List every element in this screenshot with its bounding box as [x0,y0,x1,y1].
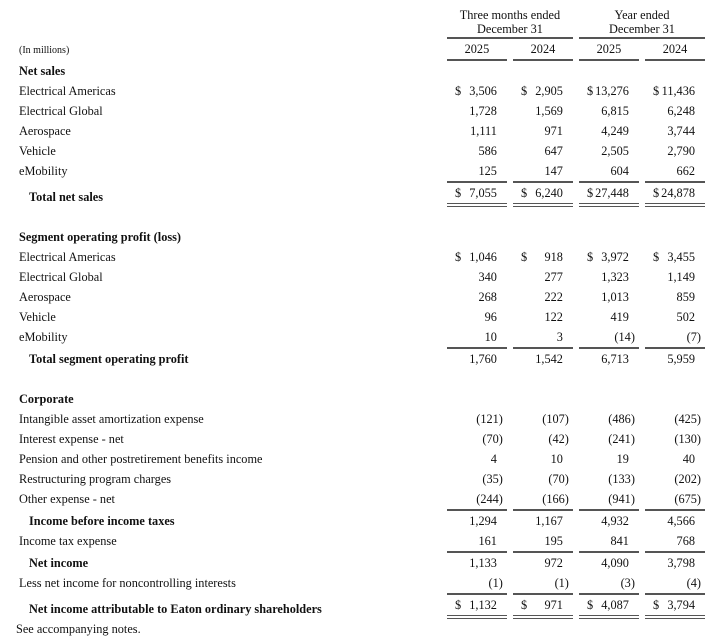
currency-symbol: $ [520,84,528,98]
value-cell [645,409,705,429]
row-label: Total net sales [29,190,104,204]
table-row [0,101,705,121]
value: 3,972 [601,250,629,264]
value-cell [579,469,639,489]
value-cell [645,551,705,573]
value: (14) [614,330,635,344]
value-cell [645,489,705,509]
currency-symbol: $ [653,598,660,612]
value-cell [579,409,639,429]
value: 1,046 [469,250,497,264]
section-title-net-sales [0,61,705,81]
value-cell [447,287,507,307]
value-cell [579,531,639,551]
value-cell [579,81,639,101]
row-label: Restructuring program charges [19,472,172,486]
table-row [0,409,705,429]
value-cell [579,307,639,327]
row-label: Pension and other postretirement benefits income [19,452,263,466]
value-cell [579,327,639,347]
value: 4,566 [667,514,695,528]
value: 3,506 [469,84,497,98]
year-header: 2025 [579,39,639,61]
value-cell [513,551,573,573]
value: 1,111 [470,124,497,138]
value-cell [513,449,573,469]
value-cell [447,227,507,247]
value-cell [579,449,639,469]
value: 4,249 [601,124,629,138]
value: 604 [610,164,629,178]
value: 1,728 [469,104,497,118]
value: 5,959 [667,352,695,366]
value-cell [513,81,573,101]
row-label: Net income attributable to Eaton ordinary shareholders [29,602,322,616]
currency-symbol: $ [454,84,462,98]
value-cell [645,161,705,181]
value: 195 [544,534,563,548]
value-cell [579,287,639,307]
total-row [0,181,705,207]
currency-symbol: $ [653,84,660,98]
value: 2,505 [601,144,629,158]
value: 1,294 [469,514,497,528]
value: 1,542 [535,352,563,366]
table-row [0,531,705,551]
value: 277 [544,270,563,284]
value-cell [447,593,507,619]
row-label: Vehicle [19,144,56,158]
value-cell [513,593,573,619]
value: 125 [478,164,497,178]
currency-symbol: $ [520,598,528,612]
value: 1,132 [469,598,497,612]
value: (130) [674,432,701,446]
table-row [0,141,705,161]
value: 1,133 [469,556,497,570]
value: 971 [544,124,563,138]
value-cell [513,101,573,121]
value-cell [447,573,507,593]
value: (121) [476,412,503,426]
year-header: 2024 [513,39,573,61]
value: 7,055 [469,186,497,200]
value: (202) [674,472,701,486]
value: (70) [482,432,503,446]
value: 1,323 [601,270,629,284]
row-label: Electrical Global [19,104,103,118]
currency-symbol: $ [454,250,462,264]
total-row [0,551,705,573]
table-row [0,247,705,267]
value-cell [447,489,507,509]
value: 268 [478,290,497,304]
value-cell [513,287,573,307]
value: (42) [548,432,569,446]
value: 3,794 [667,598,695,612]
currency-symbol: $ [587,186,594,200]
value: 6,248 [667,104,695,118]
table-row [0,121,705,141]
value: 4,090 [601,556,629,570]
row-label: eMobility [19,330,68,344]
value: 122 [544,310,563,324]
value-cell [645,181,705,207]
value-cell [645,61,705,81]
value-cell [645,227,705,247]
value-cell [645,449,705,469]
value-cell [447,61,507,81]
value: 2,790 [667,144,695,158]
value: 3,744 [667,124,695,138]
value: 3,798 [667,556,695,570]
value-cell [579,509,639,531]
value-cell [513,409,573,429]
value-cell [513,227,573,247]
row-label: Electrical Global [19,270,103,284]
value-cell [513,389,573,409]
value: 918 [544,250,563,264]
value: 147 [544,164,563,178]
value-cell [579,101,639,121]
value: 971 [544,598,563,612]
value-cell [645,531,705,551]
value: (486) [608,412,635,426]
value: 161 [478,534,497,548]
value: 222 [544,290,563,304]
value: 4,087 [601,598,629,612]
value: (3) [620,576,635,590]
value-cell [579,247,639,267]
row-label: Electrical Americas [19,250,116,264]
value-cell [447,531,507,551]
section-title-segment-profit [0,227,705,247]
currency-symbol: $ [653,250,660,264]
value-cell [447,247,507,267]
value: 2,905 [535,84,563,98]
value: 27,448 [595,186,629,200]
value-cell [579,389,639,409]
row-label: Electrical Americas [19,84,116,98]
row-label: Aerospace [19,290,71,304]
value-cell [447,449,507,469]
row-label: Intangible asset amortization expense [19,412,204,426]
financial-table [0,8,705,639]
value: (1) [554,576,569,590]
value-cell [645,509,705,531]
table-row [0,489,705,509]
value-cell [513,61,573,81]
value: 419 [610,310,629,324]
currency-symbol: $ [653,186,660,200]
table-row [0,573,705,593]
value-cell [513,429,573,449]
value: 662 [676,164,695,178]
value: 1,760 [469,352,497,366]
value-cell [645,347,705,369]
value-cell [447,121,507,141]
value: (7) [686,330,701,344]
value: 96 [484,310,497,324]
year-header: 2025 [447,39,507,61]
value: 859 [676,290,695,304]
value-cell [579,347,639,369]
value: 40 [682,452,695,466]
value-cell [513,307,573,327]
row-label: Net sales [19,64,66,78]
value-cell [579,593,639,619]
value-cell [579,181,639,207]
value-cell [513,469,573,489]
value-cell [513,509,573,531]
value: (941) [608,492,635,506]
value-cell [513,489,573,509]
section-title-corporate [0,389,705,409]
value: (675) [674,492,701,506]
total-row [0,347,705,369]
value: 1,569 [535,104,563,118]
table-row [0,81,705,101]
value: 3,455 [667,250,695,264]
table-row [0,307,705,327]
row-label: eMobility [19,164,68,178]
value-cell [645,327,705,347]
value: 10 [550,452,563,466]
currency-symbol: $ [587,250,594,264]
value: 10 [484,330,497,344]
value-cell [513,121,573,141]
row-label: Other expense - net [19,492,115,506]
value: 340 [478,270,497,284]
value: 502 [676,310,695,324]
value: (244) [476,492,503,506]
value-cell [447,141,507,161]
value: 24,878 [661,186,695,200]
value: (166) [542,492,569,506]
table-row [0,429,705,449]
value-cell [579,551,639,573]
currency-symbol: $ [520,250,528,264]
value-cell [645,469,705,489]
value-cell [513,181,573,207]
row-label: Net income [29,556,89,570]
currency-symbol: $ [587,84,594,98]
row-label: Segment operating profit (loss) [19,230,182,244]
value-cell [447,389,507,409]
currency-symbol: $ [520,186,528,200]
table-row [0,161,705,181]
value-cell [513,347,573,369]
value-cell [447,509,507,531]
value-cell [645,573,705,593]
value: 13,276 [595,84,629,98]
value-cell [579,121,639,141]
table-row [0,449,705,469]
row-label: Interest expense - net [19,432,124,446]
value-cell [447,161,507,181]
value-cell [447,81,507,101]
value: (133) [608,472,635,486]
currency-symbol: $ [454,186,462,200]
table-row [0,469,705,489]
value-cell [579,429,639,449]
value-cell [513,573,573,593]
value-cell [513,531,573,551]
value: (241) [608,432,635,446]
value: 4,932 [601,514,629,528]
year-header: 2024 [645,39,705,61]
value: 6,713 [601,352,629,366]
table-row [0,327,705,347]
value: (1) [488,576,503,590]
value-cell [447,327,507,347]
footnote: See accompanying notes. [16,622,141,636]
value: 6,240 [535,186,563,200]
value-cell [447,429,507,449]
value-cell [579,227,639,247]
value-cell [645,429,705,449]
value-cell [513,267,573,287]
row-label: Income before income taxes [29,514,175,528]
total-row [0,593,705,619]
value-cell [447,551,507,573]
value-cell [645,593,705,619]
value-cell [645,287,705,307]
value: (70) [548,472,569,486]
table-row [0,267,705,287]
currency-symbol: $ [454,598,462,612]
value: 768 [676,534,695,548]
value-cell [579,161,639,181]
value-cell [645,247,705,267]
table-row [0,287,705,307]
value-cell [447,181,507,207]
value: 841 [610,534,629,548]
value: 1,013 [601,290,629,304]
value-cell [645,307,705,327]
value-cell [645,121,705,141]
value-cell [513,327,573,347]
row-label: Total segment operating profit [29,352,189,366]
value: 1,167 [535,514,563,528]
value: (107) [542,412,569,426]
row-label: Aerospace [19,124,71,138]
value: 19 [616,452,629,466]
value: 6,815 [601,104,629,118]
value-cell [579,61,639,81]
value-cell [645,389,705,409]
value: 11,436 [661,84,695,98]
value-cell [447,409,507,429]
value-cell [645,267,705,287]
row-label: Vehicle [19,310,56,324]
value-cell [645,101,705,121]
value: 586 [478,144,497,158]
value-cell [645,81,705,101]
value-cell [579,489,639,509]
value-cell [645,141,705,161]
value-cell [579,267,639,287]
value: 647 [544,144,563,158]
header-year-ended: Year ended December 31 [579,8,705,39]
value: 3 [556,330,563,344]
currency-symbol: $ [587,598,594,612]
value: 4 [490,452,497,466]
value-cell [513,141,573,161]
row-label: Corporate [19,392,74,406]
value-cell [579,141,639,161]
value: (35) [482,472,503,486]
value-cell [513,161,573,181]
value-cell [579,573,639,593]
units-label: (In millions) [19,45,70,56]
total-row [0,509,705,531]
value: 972 [544,556,563,570]
value: 1,149 [667,270,695,284]
value-cell [447,101,507,121]
value-cell [447,347,507,369]
value: (425) [674,412,701,426]
value-cell [447,267,507,287]
row-label: Income tax expense [19,534,117,548]
header-three-months: Three months ended December 31 [447,8,573,39]
value: (4) [686,576,701,590]
value-cell [447,307,507,327]
row-label: Less net income for noncontrolling interests [19,576,236,590]
value-cell [513,247,573,267]
value-cell [447,469,507,489]
